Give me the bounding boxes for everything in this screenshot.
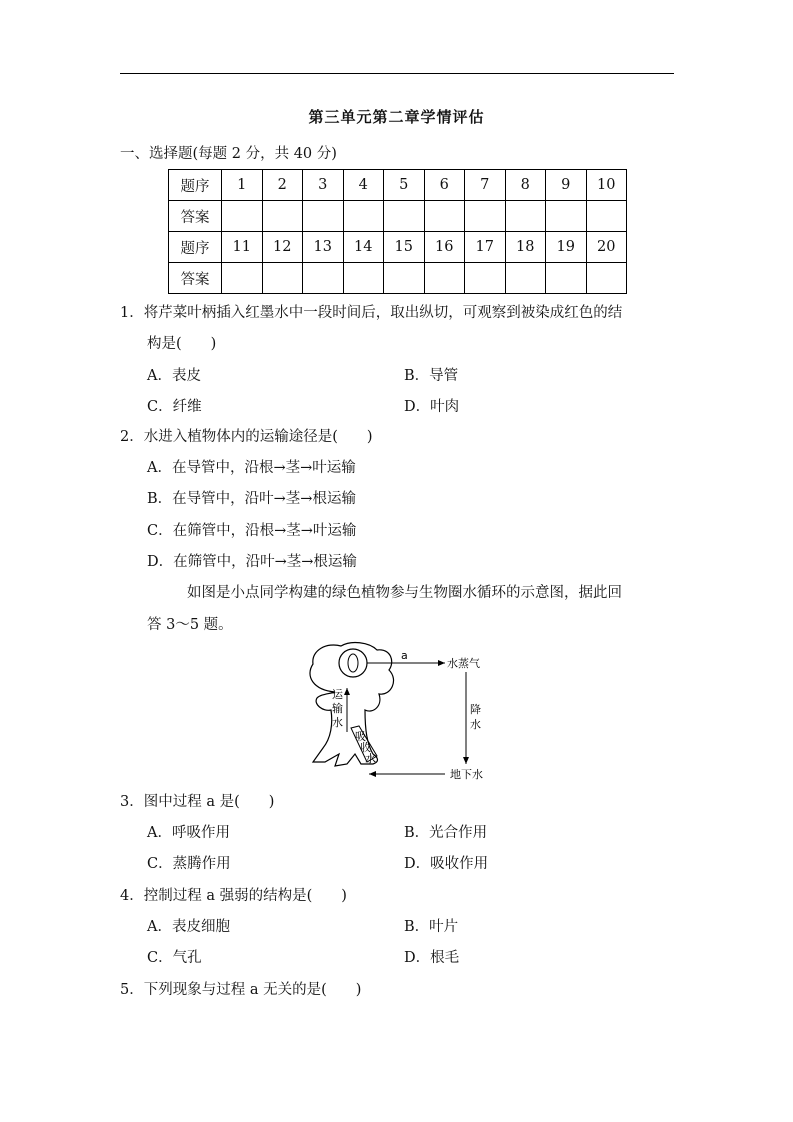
row-label: 答案 <box>169 263 222 294</box>
water-cycle-diagram <box>295 640 505 785</box>
answer-cell[interactable] <box>424 201 465 232</box>
table-row <box>169 232 627 263</box>
question-3-option-a: A．呼吸作用 <box>147 825 230 841</box>
section-heading: 一、选择题(每题 2 分，共 40 分) <box>120 146 337 162</box>
question-2-option-a: A．在导管中，沿根→茎→叶运输 <box>147 460 356 476</box>
row-label: 题序 <box>169 232 222 263</box>
label-transport-3: 水 <box>332 716 343 729</box>
label-absorb-3: 水 <box>365 752 376 765</box>
question-number: 3 <box>303 170 344 201</box>
question-1-option-c: C．纤维 <box>147 399 202 415</box>
question-1-stem: 1．将芹菜叶柄插入红墨水中一段时间后，取出纵切，可观察到被染成红色的结 <box>120 305 623 321</box>
answer-cell[interactable] <box>343 201 384 232</box>
answer-cell[interactable] <box>262 263 303 294</box>
question-1-option-b: B．导管 <box>404 368 459 384</box>
answer-cell[interactable] <box>424 263 465 294</box>
label-rain-2: 水 <box>470 718 481 731</box>
question-number: 13 <box>303 232 344 263</box>
water-cycle-svg <box>295 640 505 785</box>
question-number: 4 <box>343 170 384 201</box>
question-number: 18 <box>505 232 546 263</box>
question-number: 19 <box>546 232 587 263</box>
question-4-option-a: A．表皮细胞 <box>147 919 230 935</box>
question-4-option-d: D．根毛 <box>404 950 460 966</box>
question-number: 17 <box>465 232 506 263</box>
answer-cell[interactable] <box>546 201 587 232</box>
question-1-option-a: A．表皮 <box>147 368 201 384</box>
answer-table <box>168 169 627 294</box>
question-number: 20 <box>586 232 627 263</box>
answer-cell[interactable] <box>505 201 546 232</box>
question-4-option-b: B．叶片 <box>404 919 459 935</box>
label-absorb-2: 收 <box>360 741 371 754</box>
question-number: 10 <box>586 170 627 201</box>
question-number: 15 <box>384 232 425 263</box>
header-rule <box>120 73 674 74</box>
answer-cell[interactable] <box>303 201 344 232</box>
answer-cell[interactable] <box>465 263 506 294</box>
leaf-cell-icon <box>339 649 367 677</box>
question-4-stem: 4．控制过程 a 强弱的结构是( ) <box>120 888 347 904</box>
question-1-option-d: D．叶肉 <box>404 399 460 415</box>
answer-cell[interactable] <box>303 263 344 294</box>
label-a: a <box>401 649 408 662</box>
question-number: 14 <box>343 232 384 263</box>
question-number: 1 <box>222 170 263 201</box>
diagram-intro-cont: 答 3～5 题。 <box>147 617 233 633</box>
label-groundwater: 地下水 <box>450 768 483 781</box>
answer-cell[interactable] <box>222 201 263 232</box>
question-number: 12 <box>262 232 303 263</box>
answer-cell[interactable] <box>384 263 425 294</box>
question-1-stem-cont: 构是( ) <box>147 336 217 352</box>
answer-cell[interactable] <box>343 263 384 294</box>
question-2-stem: 2．水进入植物体内的运输途径是( ) <box>120 429 373 445</box>
answer-cell[interactable] <box>586 201 627 232</box>
question-number: 6 <box>424 170 465 201</box>
answer-cell[interactable] <box>222 263 263 294</box>
label-transport-2: 输 <box>332 702 343 715</box>
row-label: 题序 <box>169 170 222 201</box>
table-row <box>169 263 627 294</box>
question-4-option-c: C．气孔 <box>147 950 202 966</box>
diagram-intro: 如图是小点同学构建的绿色植物参与生物圈水循环的示意图，据此回 <box>187 585 622 601</box>
tree-outline <box>310 643 394 766</box>
question-2-option-b: B．在导管中，沿叶→茎→根运输 <box>147 491 356 507</box>
answer-cell[interactable] <box>465 201 506 232</box>
question-number: 7 <box>465 170 506 201</box>
label-absorb-1: 吸 <box>355 730 366 743</box>
answer-cell[interactable] <box>546 263 587 294</box>
table-row <box>169 170 627 201</box>
answer-cell[interactable] <box>262 201 303 232</box>
question-3-option-b: B．光合作用 <box>404 825 488 841</box>
page-title: 第三单元第二章学情评估 <box>308 108 485 126</box>
table-row <box>169 201 627 232</box>
stoma-icon <box>348 654 358 672</box>
answer-cell[interactable] <box>505 263 546 294</box>
answer-cell[interactable] <box>384 201 425 232</box>
question-number: 5 <box>384 170 425 201</box>
question-3-option-d: D．吸收作用 <box>404 856 489 872</box>
question-number: 9 <box>546 170 587 201</box>
question-number: 16 <box>424 232 465 263</box>
question-number: 11 <box>222 232 263 263</box>
question-3-option-c: C．蒸腾作用 <box>147 856 231 872</box>
label-transport-1: 运 <box>332 688 343 701</box>
label-vapor: 水蒸气 <box>447 657 480 670</box>
question-5-stem: 5．下列现象与过程 a 无关的是( ) <box>120 982 362 998</box>
answer-cell[interactable] <box>586 263 627 294</box>
question-2-option-c: C．在筛管中，沿根→茎→叶运输 <box>147 523 357 539</box>
label-rain-1: 降 <box>470 703 481 716</box>
question-2-option-d: D．在筛管中，沿叶→茎→根运输 <box>147 554 357 570</box>
question-number: 2 <box>262 170 303 201</box>
row-label: 答案 <box>169 201 222 232</box>
question-number: 8 <box>505 170 546 201</box>
question-3-stem: 3．图中过程 a 是( ) <box>120 794 275 810</box>
